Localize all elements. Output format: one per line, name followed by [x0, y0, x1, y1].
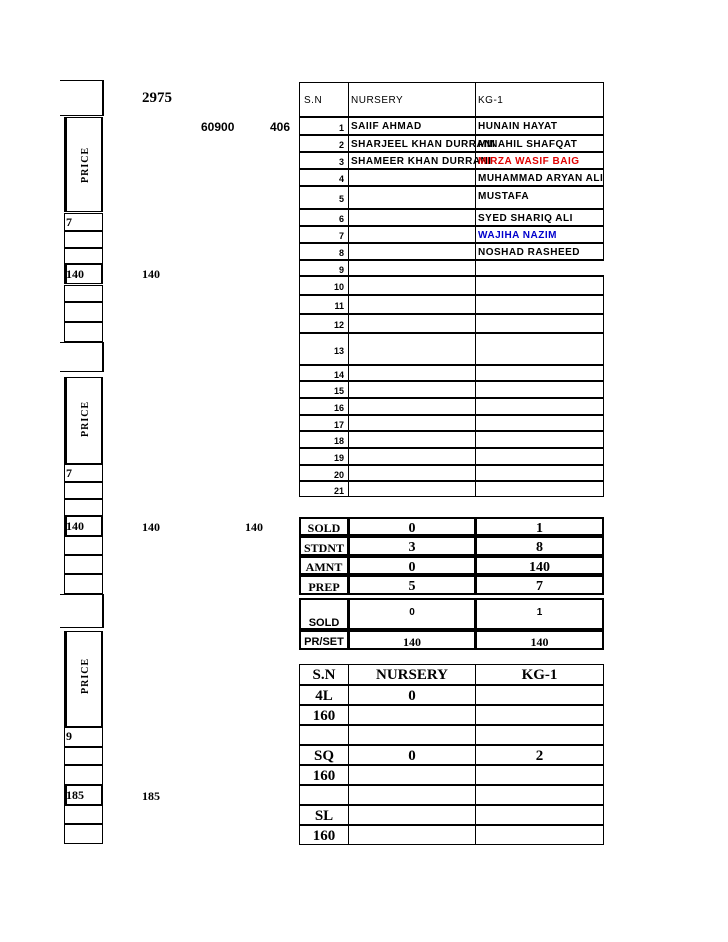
summary-nursery: 0	[348, 517, 476, 536]
bottom-row-label: 160	[299, 825, 349, 845]
strip-cell	[64, 248, 103, 264]
bottom-row-kg1	[475, 725, 604, 745]
price-value-9: 9	[66, 729, 72, 743]
strip-cell	[64, 747, 103, 765]
price-label-2: PRICE	[80, 400, 91, 437]
bottom-header-kg1: KG-1	[475, 664, 604, 685]
row-nursery-name	[348, 260, 476, 276]
row-kg1-name: MINAHIL SHAFQAT	[475, 135, 604, 152]
strip-cell	[64, 824, 103, 844]
bottom-row-kg1: 2	[475, 745, 604, 765]
row-sn: 13	[299, 333, 349, 365]
row-kg1-name	[475, 260, 604, 276]
bottom-row-nursery: 0	[348, 745, 476, 765]
row-kg1-name	[475, 381, 604, 398]
row-nursery-name	[348, 314, 476, 333]
bottom-row-label	[299, 725, 349, 745]
value-185: 185	[142, 789, 160, 803]
row-nursery-name	[348, 448, 476, 465]
summary-nursery: 0	[348, 556, 476, 575]
row-nursery-name	[348, 169, 476, 186]
header-kg1: KG-1	[475, 82, 604, 117]
summary-kg1: 7	[475, 575, 604, 595]
price-value-185: 185	[66, 788, 84, 802]
row-kg1-name	[475, 276, 604, 295]
row-sn: 5	[299, 186, 349, 209]
row-nursery-name	[348, 398, 476, 415]
bottom-row-label	[299, 785, 349, 805]
row-sn: 9	[299, 260, 349, 276]
row-sn: 16	[299, 398, 349, 415]
summary-nursery: 5	[348, 575, 476, 595]
row-sn: 11	[299, 295, 349, 314]
row-nursery-name	[348, 276, 476, 295]
row-sn: 6	[299, 209, 349, 226]
row-nursery-name	[348, 295, 476, 314]
summary2-kg1: 140	[475, 630, 604, 650]
summary-label: SOLD	[299, 517, 349, 536]
summary2-label: PR/SET	[299, 630, 349, 650]
summary-nursery: 3	[348, 536, 476, 556]
bottom-row-nursery	[348, 805, 476, 825]
strip-cell	[60, 80, 104, 116]
row-sn: 2	[299, 135, 349, 152]
row-kg1-name	[475, 398, 604, 415]
bottom-row-label: 160	[299, 705, 349, 725]
summary-label: STDNT	[299, 536, 349, 556]
price-value-7-2: 7	[66, 466, 72, 480]
strip-cell	[64, 231, 103, 248]
row-kg1-name: MIRZA WASIF BAIG	[475, 152, 604, 169]
row-kg1-name: MUSTAFA	[475, 186, 604, 209]
total-value: 2975	[142, 90, 172, 106]
bottom-header-nursery: NURSERY	[348, 664, 476, 685]
row-sn: 18	[299, 431, 349, 448]
row-kg1-name	[475, 431, 604, 448]
row-kg1-name: SYED SHARIQ ALI	[475, 209, 604, 226]
row-sn: 21	[299, 481, 349, 497]
row-nursery-name	[348, 226, 476, 243]
strip-cell	[64, 482, 103, 499]
row-nursery-name	[348, 186, 476, 209]
amount-value: 60900	[201, 120, 235, 134]
strip-cell	[64, 499, 103, 516]
price-value-140-1: 140	[66, 267, 84, 281]
bottom-row-kg1	[475, 785, 604, 805]
row-kg1-name	[475, 365, 604, 381]
price-label-1: PRICE	[80, 146, 91, 183]
price-value-140-2: 140	[66, 519, 84, 533]
header-nursery: NURSERY	[348, 82, 476, 117]
bottom-row-kg1	[475, 685, 604, 705]
bottom-row-kg1	[475, 765, 604, 785]
summary-label: PREP	[299, 575, 349, 595]
strip-cell	[64, 536, 103, 555]
value-140-2: 140	[142, 520, 160, 534]
bottom-row-label: 160	[299, 765, 349, 785]
price-label-3: PRICE	[80, 657, 91, 694]
row-kg1-name	[475, 465, 604, 481]
summary-kg1: 8	[475, 536, 604, 556]
strip-cell	[60, 594, 104, 628]
row-kg1-name	[475, 314, 604, 333]
bottom-row-kg1	[475, 825, 604, 845]
bottom-row-nursery	[348, 765, 476, 785]
bottom-row-nursery	[348, 705, 476, 725]
strip-cell	[64, 322, 103, 342]
row-kg1-name	[475, 481, 604, 497]
bottom-row-nursery	[348, 725, 476, 745]
row-nursery-name	[348, 209, 476, 226]
strip-cell	[64, 574, 103, 594]
summary-kg1: 140	[475, 556, 604, 575]
header-sn: S.N	[299, 82, 349, 117]
bottom-row-nursery	[348, 785, 476, 805]
row-sn: 1	[299, 117, 349, 135]
count-value: 406	[270, 120, 291, 134]
strip-cell	[64, 765, 103, 785]
row-kg1-name: WAJIHA NAZIM	[475, 226, 604, 243]
value-140-3: 140	[245, 520, 263, 534]
row-nursery-name	[348, 431, 476, 448]
strip-cell	[64, 285, 103, 302]
row-nursery-name	[348, 465, 476, 481]
row-sn: 8	[299, 243, 349, 260]
summary2-nursery: 140	[348, 630, 476, 650]
row-nursery-name	[348, 481, 476, 497]
strip-cell	[60, 342, 104, 372]
row-sn: 17	[299, 415, 349, 431]
row-kg1-name	[475, 415, 604, 431]
row-sn: 4	[299, 169, 349, 186]
summary-label: AMNT	[299, 556, 349, 575]
value-140-1: 140	[142, 267, 160, 281]
strip-cell	[64, 555, 103, 574]
summary-kg1: 1	[475, 517, 604, 536]
price-value-7-1: 7	[66, 215, 72, 229]
row-kg1-name	[475, 333, 604, 365]
row-nursery-name	[348, 381, 476, 398]
bottom-row-label: SL	[299, 805, 349, 825]
row-nursery-name	[348, 415, 476, 431]
row-nursery-name: SHARJEEL KHAN DURRANI	[348, 135, 476, 152]
bottom-row-nursery	[348, 825, 476, 845]
row-sn: 7	[299, 226, 349, 243]
row-sn: 12	[299, 314, 349, 333]
row-kg1-name: HUNAIN HAYAT	[475, 117, 604, 135]
row-sn: 19	[299, 448, 349, 465]
bottom-row-kg1	[475, 705, 604, 725]
row-kg1-name: MUHAMMAD ARYAN ALI	[475, 169, 604, 186]
row-sn: 3	[299, 152, 349, 169]
bottom-row-kg1	[475, 805, 604, 825]
row-nursery-name: SHAMEER KHAN DURRANI	[348, 152, 476, 169]
row-kg1-name: NOSHAD RASHEED	[475, 243, 604, 260]
row-kg1-name	[475, 295, 604, 314]
bottom-row-label: 4L	[299, 685, 349, 705]
row-nursery-name	[348, 243, 476, 260]
strip-cell	[64, 302, 103, 322]
strip-cell	[64, 805, 103, 824]
row-sn: 20	[299, 465, 349, 481]
row-nursery-name	[348, 333, 476, 365]
row-sn: 14	[299, 365, 349, 381]
summary2-kg1: 1	[475, 598, 604, 630]
row-nursery-name: SAIIF AHMAD	[348, 117, 476, 135]
summary2-nursery: 0	[348, 598, 476, 630]
row-kg1-name	[475, 448, 604, 465]
bottom-row-label: SQ	[299, 745, 349, 765]
row-sn: 10	[299, 276, 349, 295]
row-nursery-name	[348, 365, 476, 381]
bottom-row-nursery: 0	[348, 685, 476, 705]
bottom-header-sn: S.N	[299, 664, 349, 685]
row-sn: 15	[299, 381, 349, 398]
summary2-label: SOLD	[299, 598, 349, 630]
